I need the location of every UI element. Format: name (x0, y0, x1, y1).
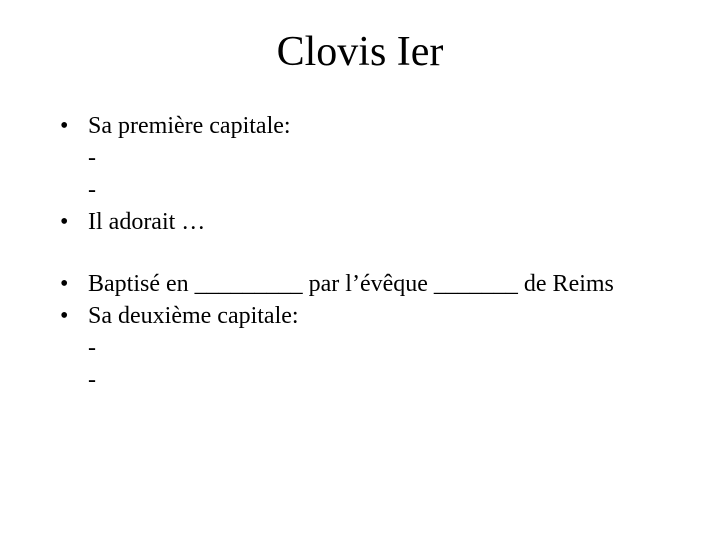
list-item (60, 206, 700, 238)
item-text: Sa première capitale: (88, 113, 291, 139)
sub-item: - (88, 335, 96, 361)
sub-item: - (88, 177, 96, 203)
item-text: Baptisé en _________ par l’évêque _______ de Reims (88, 271, 614, 297)
list-item (60, 110, 700, 142)
bullet-list (60, 110, 700, 396)
sub-item: - (88, 145, 96, 171)
list-item (60, 300, 700, 332)
spacer (60, 238, 700, 268)
bullet-icon: • (60, 113, 69, 139)
slide-title: Clovis Ier (276, 29, 444, 75)
item-text: Il adorait … (88, 209, 206, 235)
sub-item: - (88, 367, 96, 393)
bullet-icon: • (60, 271, 69, 297)
list-item (60, 268, 700, 300)
bullet-icon: • (60, 303, 69, 329)
item-text: Sa deuxième capitale: (88, 303, 299, 329)
bullet-icon: • (60, 209, 69, 235)
